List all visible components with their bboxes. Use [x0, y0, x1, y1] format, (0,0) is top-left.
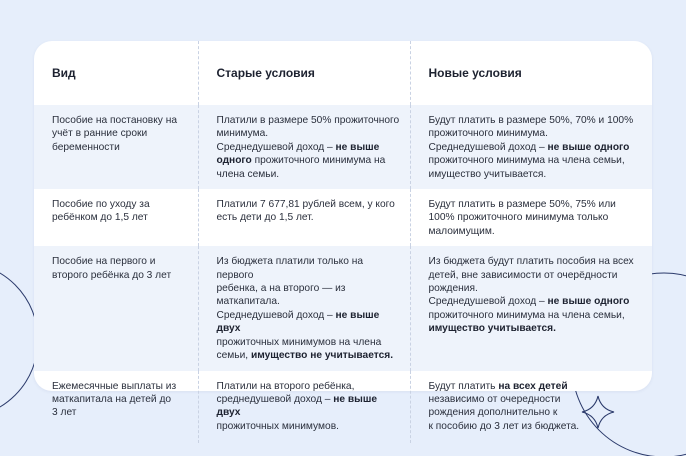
table-row	[34, 189, 652, 246]
comparison-table	[34, 41, 652, 443]
cell-type	[34, 246, 198, 370]
text-line: 3 лет	[52, 407, 77, 419]
text-line: малоимущим.	[428, 225, 495, 237]
table-row	[34, 246, 652, 370]
text-line: рождения.	[428, 283, 478, 295]
text-line: семьи, имущество не учитывается.	[216, 350, 394, 362]
text-line: имущество учитывается.	[428, 168, 547, 180]
text-line: Среднедушевой доход – не выше одного	[428, 296, 630, 308]
text-line: Среднедушевой доход – не выше двух	[216, 309, 380, 335]
cell-new-conditions	[410, 246, 652, 370]
text-line: маткапитала на детей до	[52, 393, 172, 405]
text-line: Пособие по уходу за	[52, 199, 150, 211]
text-line: среднедушевой доход – не выше двух	[216, 393, 378, 419]
text-line: учёт в ранние сроки	[52, 128, 148, 140]
text-line: прожиточных минимумов на члена	[216, 336, 382, 348]
text-line: беременности	[52, 141, 120, 153]
text-line: рождения дополнительно к	[428, 407, 558, 419]
header-new-conditions: Новые условия	[410, 41, 652, 105]
text-line: детей, вне зависимости от очерёдности	[428, 269, 618, 281]
text-line: 100% прожиточного минимума только	[428, 212, 609, 224]
text-line: одного прожиточного минимума на	[216, 155, 386, 167]
text-line: Из бюджета платили только на первого	[216, 256, 364, 281]
cell-type	[34, 189, 198, 246]
text-line: ребёнком до 1,5 лет	[52, 212, 148, 224]
cell-old-conditions	[198, 371, 410, 443]
table-row	[34, 105, 652, 189]
text-line: прожиточных минимумов.	[216, 420, 339, 432]
text-line: Среднедушевой доход – не выше одного	[428, 141, 630, 153]
header-old-conditions: Старые условия	[198, 41, 410, 105]
text-line: Ежемесячные выплаты из	[52, 380, 177, 392]
text-line: Платили на второго ребёнка,	[216, 380, 355, 392]
cell-new-conditions	[410, 105, 652, 189]
text-line: прожиточного минимума на члена семьи,	[428, 155, 625, 167]
comparison-card	[34, 41, 652, 432]
text-line: Платили 7 677,81 рублей всем, у кого	[216, 199, 395, 211]
text-line: Будут платить в размере 50%, 75% или	[428, 199, 616, 211]
cell-old-conditions	[198, 105, 410, 189]
text-line: минимума.	[216, 128, 269, 140]
text-line: Из бюджета будут платить пособия на всех	[428, 256, 634, 268]
text-line: Будут платить на всех детей	[428, 380, 568, 392]
cell-new-conditions	[410, 371, 652, 443]
text-line: прожиточного минимума на члена семьи,	[428, 309, 625, 321]
cell-new-conditions	[410, 189, 652, 246]
text-line: члена семьи.	[216, 168, 280, 180]
text-line: Будут платить в размере 50%, 70% и 100%	[428, 115, 634, 126]
text-line: второго ребёнка до 3 лет	[52, 269, 172, 281]
text-line: прожиточного минимума.	[428, 128, 548, 140]
cell-type	[34, 371, 198, 443]
cell-old-conditions	[198, 189, 410, 246]
header-type: Вид	[52, 66, 76, 80]
text-line: имущество учитывается.	[428, 323, 556, 335]
table-row	[34, 371, 652, 443]
text-line: Пособие на постановку на	[52, 115, 177, 126]
text-line: Платили в размере 50% прожиточного	[216, 115, 400, 126]
text-line: Среднедушевой доход – не выше	[216, 141, 380, 153]
text-line: ребенка, а на второго — из маткапитала.	[216, 283, 346, 308]
text-line: независимо от очередности	[428, 393, 561, 405]
text-line: к пособию до 3 лет из бюджета.	[428, 420, 580, 432]
cell-old-conditions	[198, 246, 410, 370]
cell-type	[34, 105, 198, 189]
text-line: Пособие на первого и	[52, 256, 156, 268]
text-line: есть дети до 1,5 лет.	[216, 212, 314, 224]
table-header-row	[34, 41, 652, 105]
